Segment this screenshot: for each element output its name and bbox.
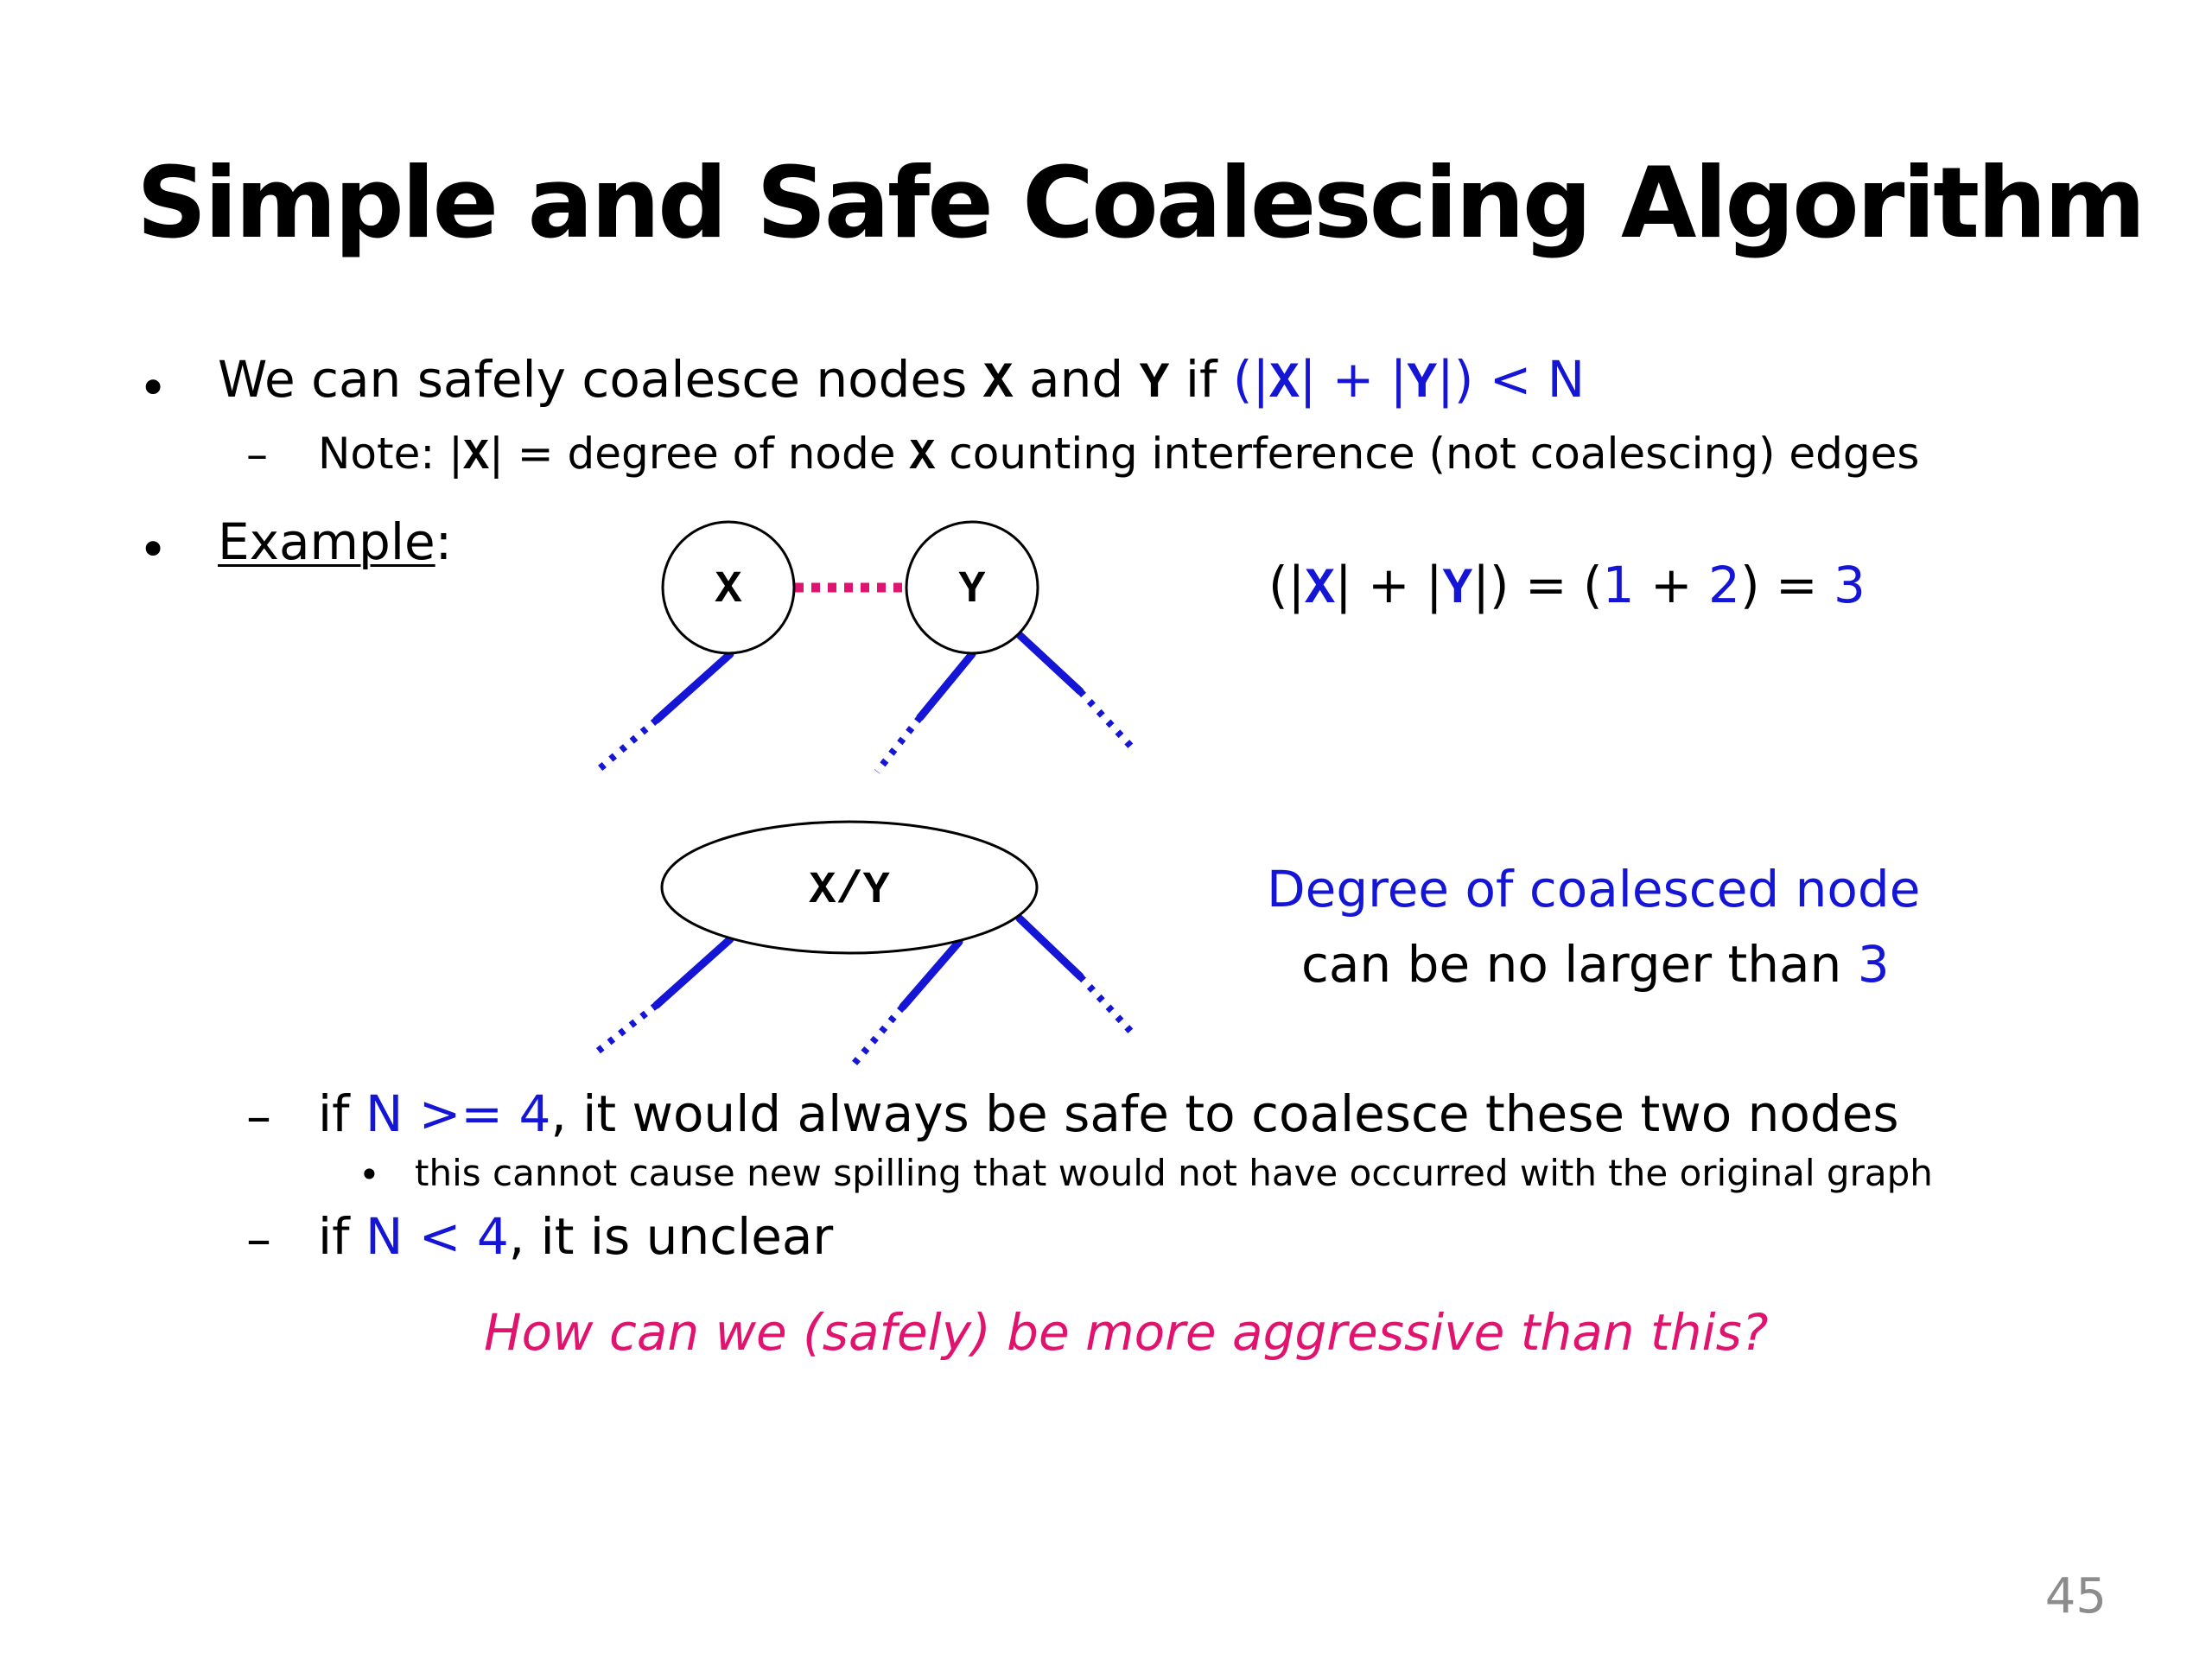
node-y-ref: Y — [1139, 356, 1170, 412]
edge-y-right-dotted — [1080, 691, 1132, 747]
dash-marker: – — [246, 429, 268, 480]
note-text: | = degree of node — [488, 429, 910, 479]
edge-y-left-dotted — [877, 717, 920, 772]
formula-part: + — [1634, 556, 1709, 614]
sub-condition: N < 4 — [365, 1207, 509, 1266]
bullet-text: if — [1169, 350, 1233, 409]
edge-xy-mid — [903, 942, 959, 1007]
formula-result: 3 — [1834, 556, 1866, 614]
bullet-marker: • — [138, 359, 168, 417]
sub-detail-spilling: this cannot cause new spilling that would not have occurred with the original graph — [415, 1152, 1933, 1194]
formula-value: 1 — [1602, 556, 1635, 614]
sub-bullet-n-ge-4 — [318, 1084, 1899, 1145]
edge-xy-right-dotted — [1080, 976, 1132, 1033]
formula-part: ) = — [1739, 556, 1834, 614]
aggressive-question: How can we (safely) be more aggressive than this? — [484, 1303, 1769, 1362]
edge-xy-left-dotted — [596, 1005, 657, 1052]
cond-part: (| — [1232, 350, 1269, 409]
degree-note-line1: Degree of coalesced node — [1267, 860, 1921, 918]
dash-marker: – — [246, 1087, 271, 1146]
page-number: 45 — [2044, 1568, 2107, 1624]
edge-x-left-dotted — [596, 720, 657, 772]
degree-note-line2 — [1301, 935, 1890, 995]
node-x-ref: X — [462, 433, 489, 482]
sub-condition: N >= 4 — [365, 1084, 551, 1143]
bottom-graph — [596, 822, 1132, 1067]
bullet-text: and — [1013, 350, 1140, 409]
edge-xy-mid-dotted — [851, 1007, 903, 1067]
degree-formula — [1268, 556, 1866, 620]
top-graph — [596, 522, 1132, 772]
edge-y-right — [1020, 635, 1080, 691]
bullet-marker: • — [138, 520, 168, 579]
edge-x-left — [657, 654, 730, 720]
node-y-label: Y — [958, 564, 986, 615]
bullet-text: We can safely coalesce nodes — [218, 350, 983, 409]
cond-y: Y — [1407, 356, 1438, 412]
bullet-marker: • — [359, 1154, 380, 1196]
cond-part: | + | — [1299, 350, 1408, 409]
node-x-ref: X — [982, 356, 1014, 412]
formula-x: X — [1305, 562, 1335, 618]
formula-y: Y — [1442, 562, 1473, 618]
cond-part: |) < N — [1437, 350, 1586, 409]
sub-text: , it is unclear — [508, 1207, 834, 1266]
sub-text: if — [318, 1084, 365, 1143]
cond-x: X — [1268, 356, 1300, 412]
note-text: Note: | — [318, 429, 463, 479]
edge-xy-left — [657, 939, 730, 1005]
degree-note-value: 3 — [1857, 935, 1890, 994]
sub-text: , it would always be safe to coalesce these two nodes — [550, 1084, 1899, 1143]
note-text: counting interference (not coalescing) edges — [935, 429, 1920, 479]
node-x-label: X — [715, 564, 742, 615]
dash-marker: – — [246, 1210, 271, 1268]
degree-note-text: can be no larger than — [1301, 935, 1858, 994]
formula-part: (| — [1268, 556, 1306, 614]
node-xy-label: X/Y — [809, 865, 890, 916]
formula-value: 2 — [1708, 556, 1740, 614]
formula-part: | + | — [1334, 556, 1443, 614]
slide-title: Simple and Safe Coalescing Algorithm — [137, 146, 2144, 260]
node-x-ref: X — [909, 433, 936, 482]
example-text: Example — [218, 512, 435, 571]
sub-bullet-n-lt-4 — [318, 1207, 833, 1268]
example-colon: : — [435, 512, 453, 571]
edge-y-left — [920, 654, 972, 717]
edge-xy-right — [1020, 918, 1080, 976]
formula-part: |) = ( — [1472, 556, 1603, 614]
sub-text: if — [318, 1207, 365, 1266]
